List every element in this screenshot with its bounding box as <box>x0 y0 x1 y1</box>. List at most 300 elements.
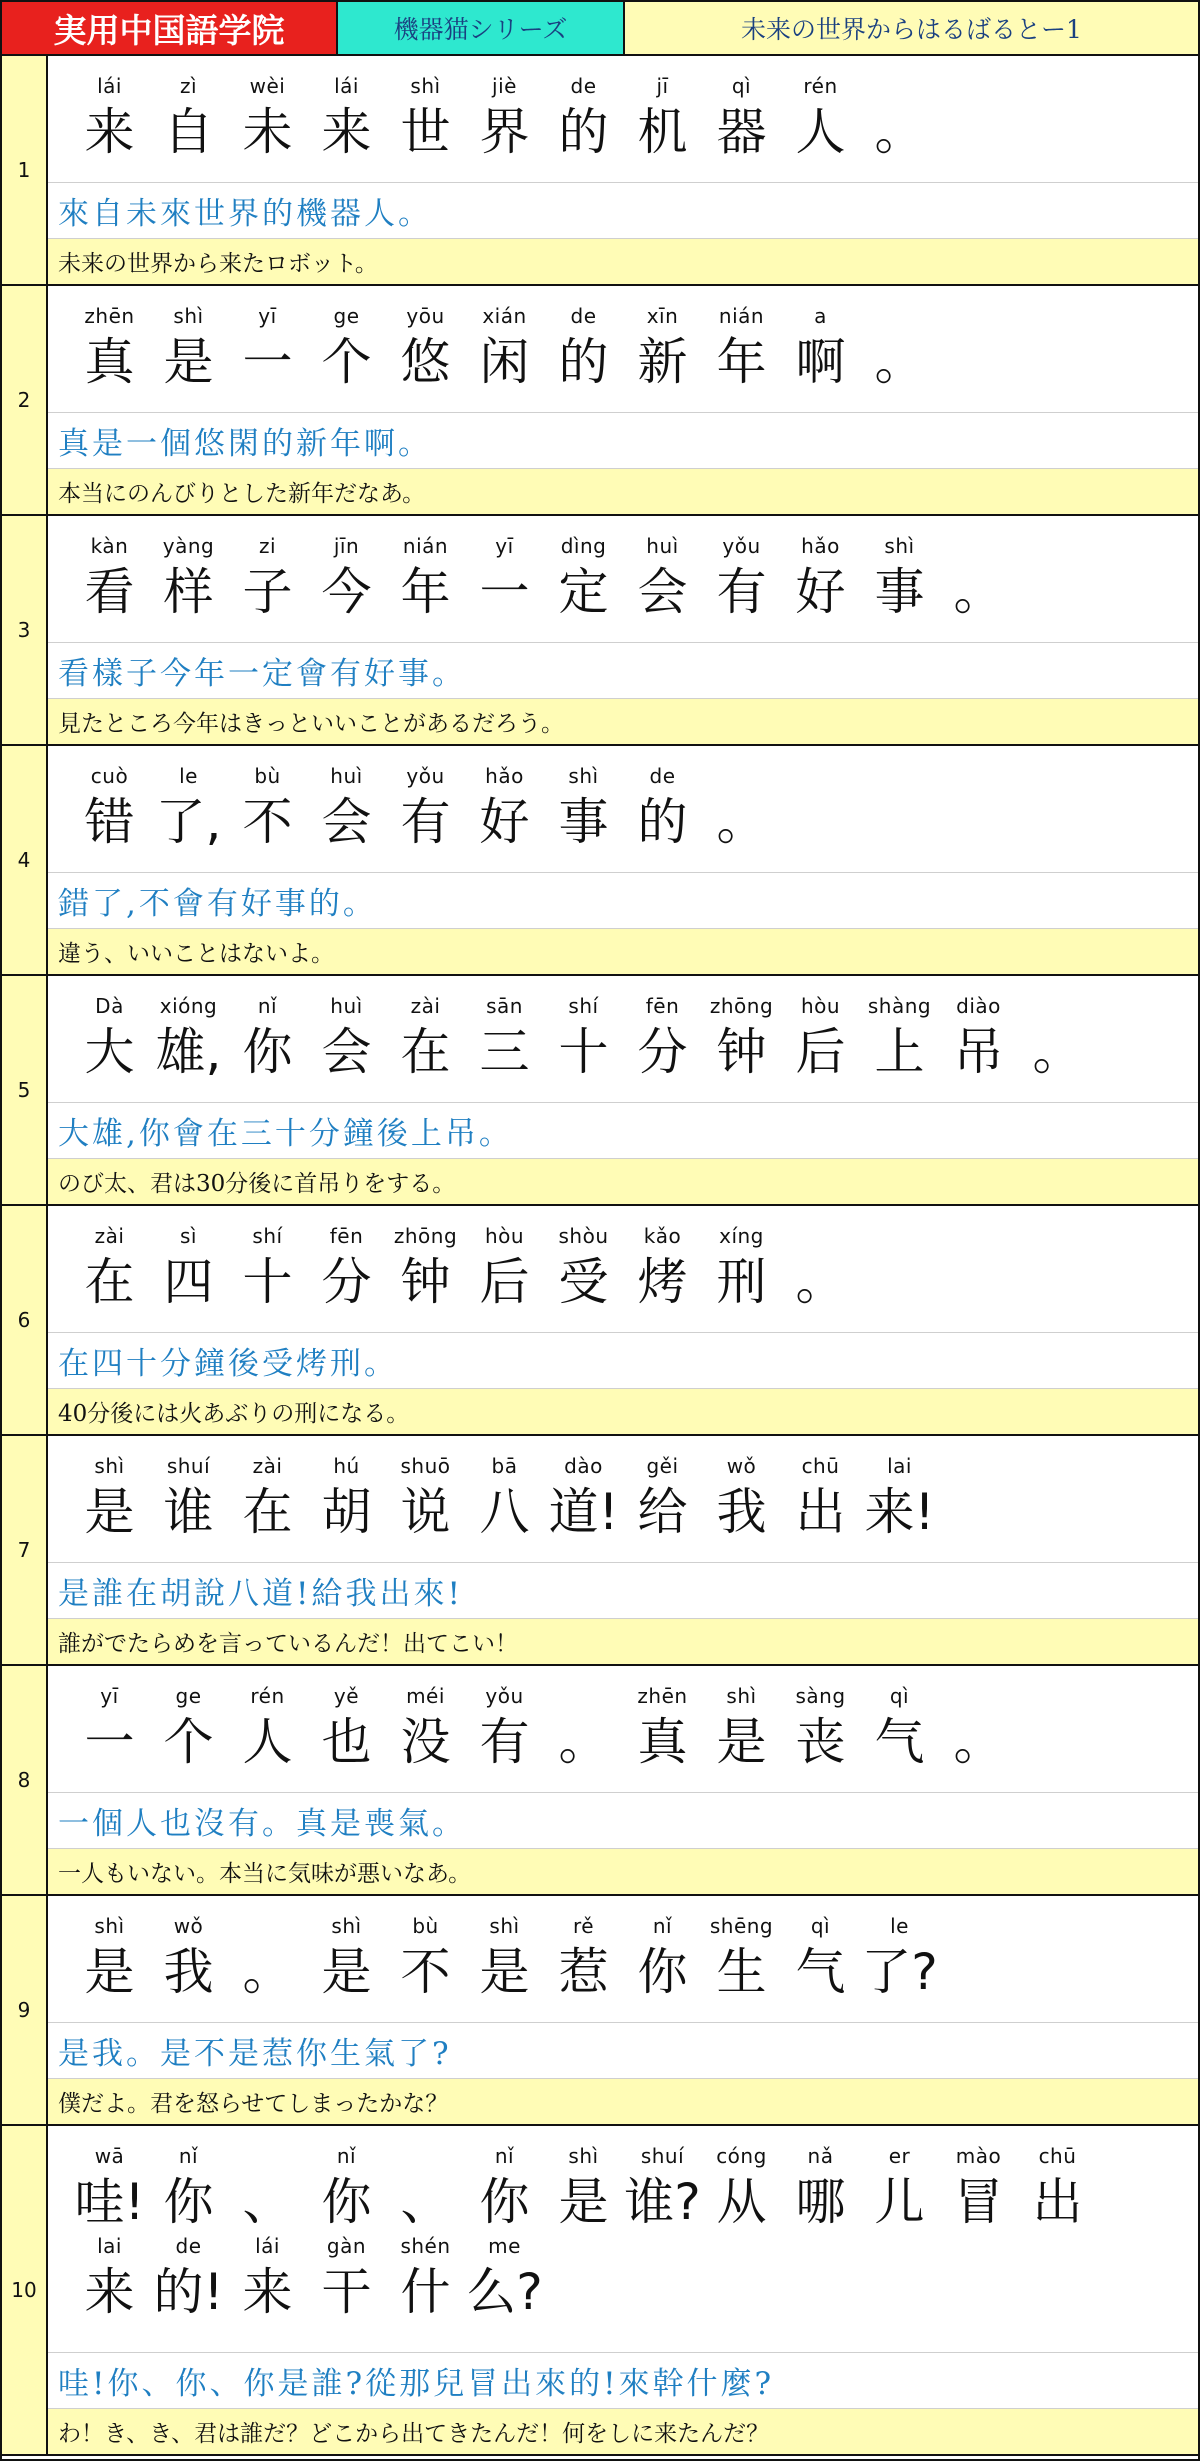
pinyin-text: gàn <box>326 2234 367 2258</box>
character-cell <box>544 532 623 626</box>
hanzi-text: 上 <box>874 1023 925 1081</box>
hanzi-text: 四 <box>163 1253 214 1311</box>
hanzi-text: 一 <box>242 333 293 391</box>
pinyin-text: ge <box>333 304 360 328</box>
pinyin-text: lái <box>97 74 122 98</box>
traditional-chinese-text: 一個人也沒有。真是喪氣。 <box>48 1792 1198 1848</box>
character-cell <box>149 992 228 1086</box>
character-cell <box>307 1222 386 1316</box>
hanzi-text: 闲 <box>479 333 530 391</box>
hanzi-text: 悠 <box>400 333 451 391</box>
character-cell <box>228 2232 307 2326</box>
character-cell <box>149 302 228 396</box>
character-cell <box>70 1222 149 1316</box>
character-cell <box>386 72 465 166</box>
hanzi-text: 的! <box>153 2263 224 2321</box>
hanzi-text: 哪 <box>795 2173 846 2231</box>
pinyin-text: gěi <box>646 1454 679 1478</box>
hanzi-text: 是 <box>558 2173 609 2231</box>
character-cell <box>386 992 465 1086</box>
character-cell <box>544 762 623 856</box>
hanzi-text: 有 <box>479 1713 530 1771</box>
hanzi-text: 是 <box>321 1943 372 2001</box>
japanese-translation: わ！き、き、君は誰だ？どこから出てきたんだ！何をしに来たんだ？ <box>48 2408 1198 2454</box>
character-cell <box>70 1912 149 2006</box>
pinyin-text: shí <box>252 1224 283 1248</box>
hanzi-text: 烤 <box>637 1253 688 1311</box>
lesson-content <box>48 976 1198 1204</box>
pinyin-text: rě <box>572 1914 595 1938</box>
pinyin-text: shàng <box>867 994 932 1018</box>
lesson-row <box>2 746 1198 976</box>
hanzi-text: 新 <box>637 333 688 391</box>
hanzi-text: 的 <box>558 103 609 161</box>
character-cell <box>70 762 149 856</box>
pinyin-text: yàng <box>162 534 215 558</box>
character-cell <box>228 762 307 856</box>
pinyin-text: shì <box>884 534 915 558</box>
character-cell <box>465 532 544 626</box>
pinyin-text: shēng <box>709 1914 774 1938</box>
pinyin-text: ge <box>175 1684 202 1708</box>
hanzi-text: 分 <box>321 1253 372 1311</box>
hanzi-text: 来! <box>864 1483 935 1541</box>
pinyin-text: shì <box>410 74 441 98</box>
hanzi-text: 胡 <box>321 1483 372 1541</box>
character-cell <box>149 72 228 166</box>
pinyin-text: nián <box>402 534 449 558</box>
character-cell <box>702 992 781 1086</box>
character-cell <box>149 1222 228 1316</box>
hanzi-text: 未 <box>242 103 293 161</box>
character-cell <box>544 1912 623 2006</box>
hanzi-text: 冒 <box>953 2173 1004 2231</box>
character-cell <box>70 992 149 1086</box>
character-cell <box>781 992 860 1086</box>
lesson-number: 4 <box>2 746 48 974</box>
hanzi-text: 刑 <box>716 1253 767 1311</box>
hanzi-text: 是 <box>84 1943 135 2001</box>
character-cell <box>702 302 781 396</box>
hanzi-text: 丧 <box>795 1713 846 1771</box>
character-cell <box>70 72 149 166</box>
pinyin-text: bù <box>412 1914 439 1938</box>
pinyin-text: shuí <box>166 1454 211 1478</box>
pinyin-text: diào <box>956 994 1001 1018</box>
hanzi-text: 了, <box>155 793 222 851</box>
hanzi-text: 事 <box>558 793 609 851</box>
hanzi-text: 事 <box>874 563 925 621</box>
pinyin-text: yǒu <box>722 534 761 558</box>
character-cell <box>781 1682 860 1776</box>
pinyin-text: a <box>814 304 827 328</box>
hanzi-text: 有 <box>400 793 451 851</box>
pinyin-text: shì <box>568 764 599 788</box>
character-cell <box>228 1452 307 1546</box>
pinyin-text: kàn <box>90 534 129 558</box>
hanzi-text: 个 <box>321 333 372 391</box>
pinyin-text: dào <box>564 1454 603 1478</box>
pinyin-text: lai <box>887 1454 912 1478</box>
pinyin-text: méi <box>406 1684 445 1708</box>
lesson-row <box>2 1436 1198 1666</box>
pinyin-text: lái <box>255 2234 280 2258</box>
hanzi-text: 错 <box>84 793 135 851</box>
character-cell <box>228 1682 307 1776</box>
pinyin-text: de <box>649 764 676 788</box>
hanzi-text: 出 <box>795 1483 846 1541</box>
pinyin-text: shì <box>489 1914 520 1938</box>
japanese-translation: 誰がでたらめを言っているんだ！出てこい！ <box>48 1618 1198 1664</box>
traditional-chinese-text: 看樣子今年一定會有好事。 <box>48 642 1198 698</box>
hanzi-text: 气 <box>874 1713 925 1771</box>
character-cell <box>228 992 307 1086</box>
hanzi-text: 。 <box>953 563 1004 621</box>
pinyin-text: wèi <box>249 74 286 98</box>
character-cell <box>307 2142 386 2236</box>
pinyin-text: zhēn <box>84 304 135 328</box>
character-cell <box>70 1452 149 1546</box>
traditional-chinese-text: 大雄,你會在三十分鐘後上吊。 <box>48 1102 1198 1158</box>
hanzi-text: 生 <box>716 1943 767 2001</box>
pinyin-text: shòu <box>558 1224 609 1248</box>
hanzi-text: 啊 <box>795 333 846 391</box>
pinyin-text: de <box>570 304 597 328</box>
hanzi-text: 来 <box>242 2263 293 2321</box>
hanzi-text: 、 <box>400 2173 451 2231</box>
character-cell <box>702 1452 781 1546</box>
character-cell <box>544 992 623 1086</box>
hanzi-text: 吊 <box>953 1023 1004 1081</box>
character-cell <box>307 532 386 626</box>
character-cell <box>1018 2142 1097 2236</box>
pinyin-text: shì <box>173 304 204 328</box>
pinyin-text: shì <box>94 1454 125 1478</box>
lesson-number: 3 <box>2 516 48 744</box>
hanzi-text: 在 <box>242 1483 293 1541</box>
header-bar <box>2 2 1198 56</box>
pinyin-text: huì <box>646 534 679 558</box>
hanzi-text: 好 <box>479 793 530 851</box>
character-cell <box>386 532 465 626</box>
character-cell <box>228 1912 307 2006</box>
character-cell <box>939 992 1018 1086</box>
character-cell <box>623 302 702 396</box>
lesson-row <box>2 516 1198 746</box>
character-cell <box>386 1222 465 1316</box>
pinyin-text: zài <box>94 1224 125 1248</box>
pinyin-text: yǒu <box>406 764 445 788</box>
hanzi-text: 十 <box>558 1023 609 1081</box>
hanzi-text: 你 <box>637 1943 688 2001</box>
character-cell <box>702 762 781 856</box>
hanzi-text: 。 <box>874 333 925 391</box>
lesson-row <box>2 1896 1198 2126</box>
character-cell <box>465 762 544 856</box>
hanzi-text: 。 <box>874 103 925 161</box>
lesson-row <box>2 56 1198 286</box>
hanzi-text: 分 <box>637 1023 688 1081</box>
pinyin-text: zhōng <box>709 994 774 1018</box>
hanzi-text: 个 <box>163 1713 214 1771</box>
pinyin-text: xīn <box>646 304 679 328</box>
character-cell <box>544 1682 623 1776</box>
pinyin-text: yōu <box>406 304 445 328</box>
lesson-content <box>48 56 1198 284</box>
hanzi-text: 定 <box>558 563 609 621</box>
pinyin-text: cuò <box>90 764 129 788</box>
pinyin-text: huì <box>330 764 363 788</box>
character-cell <box>386 762 465 856</box>
hanzi-text: 界 <box>479 103 530 161</box>
character-cell <box>623 1912 702 2006</box>
character-cell <box>307 762 386 856</box>
pinyin-text: yī <box>495 534 514 558</box>
pinyin-text: chū <box>1038 2144 1077 2168</box>
pinyin-text: yǒu <box>485 1684 524 1708</box>
hanzi-text: 出 <box>1032 2173 1083 2231</box>
pinyin-text: xíng <box>719 1224 764 1248</box>
pinyin-text: chū <box>801 1454 840 1478</box>
character-cell <box>465 2232 544 2326</box>
pinyin-text: er <box>888 2144 911 2168</box>
hanzi-text: 你 <box>163 2173 214 2231</box>
character-cell <box>702 1682 781 1776</box>
pinyin-hanzi-line <box>70 286 1188 396</box>
character-cell <box>149 762 228 856</box>
lesson-content <box>48 286 1198 514</box>
hanzi-text: 、 <box>242 2173 293 2231</box>
hanzi-text: 真 <box>637 1713 688 1771</box>
hanzi-text: 来 <box>84 2263 135 2321</box>
character-cell <box>70 2232 149 2326</box>
character-cell <box>544 302 623 396</box>
japanese-translation: 僕だよ。君を怒らせてしまったかな？ <box>48 2078 1198 2124</box>
pinyin-text: yī <box>258 304 277 328</box>
hanzi-text: 来 <box>84 103 135 161</box>
character-cell <box>386 2232 465 2326</box>
character-cell <box>702 1222 781 1316</box>
traditional-chinese-text: 在四十分鐘後受烤刑。 <box>48 1332 1198 1388</box>
pinyin-text: wǒ <box>173 1914 204 1938</box>
character-cell <box>386 1452 465 1546</box>
hanzi-text: 子 <box>242 563 293 621</box>
japanese-translation: 本当にのんびりとした新年だなあ。 <box>48 468 1198 514</box>
pinyin-text: rén <box>250 1684 285 1708</box>
character-cell <box>149 532 228 626</box>
pinyin-text: jī <box>656 74 669 98</box>
hanzi-text: 大 <box>84 1023 135 1081</box>
character-cell <box>149 1912 228 2006</box>
character-cell <box>307 2232 386 2326</box>
pinyin-text: lai <box>97 2234 122 2258</box>
pinyin-text: shì <box>568 2144 599 2168</box>
pinyin-text: jiè <box>492 74 517 98</box>
pinyin-text: hǎo <box>801 534 840 558</box>
pinyin-text: dìng <box>560 534 607 558</box>
character-cell <box>465 992 544 1086</box>
character-cell <box>860 302 939 396</box>
character-cell <box>386 1682 465 1776</box>
hanzi-text: 你 <box>479 2173 530 2231</box>
lesson-content <box>48 2126 1198 2454</box>
pinyin-text: shì <box>94 1914 125 1938</box>
pinyin-text: zài <box>410 994 441 1018</box>
pinyin-text: me <box>488 2234 521 2258</box>
hanzi-text: 年 <box>716 333 767 391</box>
pinyin-text: nǐ <box>257 994 278 1018</box>
character-cell <box>623 2142 702 2236</box>
character-cell <box>149 2142 228 2236</box>
traditional-chinese-text: 是誰在胡說八道!給我出來! <box>48 1562 1198 1618</box>
school-title: 実用中国語学院 <box>2 2 338 54</box>
hanzi-text: 。 <box>716 793 767 851</box>
character-cell <box>386 2142 465 2236</box>
character-cell <box>781 302 860 396</box>
pinyin-text: qì <box>731 74 752 98</box>
pinyin-hanzi-line <box>70 516 1188 626</box>
character-cell <box>623 1222 702 1316</box>
character-cell <box>623 762 702 856</box>
character-cell <box>623 72 702 166</box>
pinyin-text: nǎ <box>807 2144 834 2168</box>
hanzi-text: 不 <box>242 793 293 851</box>
hanzi-text: 。 <box>1032 1023 1083 1081</box>
pinyin-text: nǐ <box>652 1914 673 1938</box>
hanzi-text: 自 <box>163 103 214 161</box>
hanzi-text: 人 <box>242 1713 293 1771</box>
lesson-number: 5 <box>2 976 48 1204</box>
hanzi-text: 是 <box>716 1713 767 1771</box>
japanese-translation: 見たところ今年はきっといいことがあるだろう。 <box>48 698 1198 744</box>
pinyin-text: xióng <box>159 994 218 1018</box>
hanzi-text: 受 <box>558 1253 609 1311</box>
lesson-number: 2 <box>2 286 48 514</box>
pinyin-text: Dà <box>95 994 124 1018</box>
character-cell <box>860 1912 939 2006</box>
pinyin-text: rén <box>803 74 838 98</box>
pinyin-hanzi-line <box>70 1436 1188 1546</box>
hanzi-text: 会 <box>637 563 688 621</box>
character-cell <box>544 1452 623 1546</box>
pinyin-text: shì <box>726 1684 757 1708</box>
hanzi-text: 今 <box>321 563 372 621</box>
hanzi-text: 也 <box>321 1713 372 1771</box>
pinyin-text: zì <box>179 74 198 98</box>
pinyin-text: zhōng <box>393 1224 458 1248</box>
character-cell <box>623 992 702 1086</box>
pinyin-text: yě <box>333 1684 360 1708</box>
pinyin-text: mào <box>955 2144 1002 2168</box>
character-cell <box>860 532 939 626</box>
lesson-row <box>2 976 1198 1206</box>
pinyin-text: sàng <box>795 1684 846 1708</box>
hanzi-text: 一 <box>479 563 530 621</box>
lesson-row <box>2 286 1198 516</box>
hanzi-text: 八 <box>479 1483 530 1541</box>
pinyin-text: bā <box>491 1454 518 1478</box>
character-cell <box>149 2232 228 2326</box>
character-cell <box>702 532 781 626</box>
character-cell <box>465 1452 544 1546</box>
pinyin-hanzi-line <box>70 1896 1188 2006</box>
hanzi-text: 会 <box>321 793 372 851</box>
character-cell <box>860 992 939 1086</box>
pinyin-text: yī <box>100 1684 119 1708</box>
pinyin-text: nǐ <box>178 2144 199 2168</box>
pinyin-hanzi-line <box>70 56 1188 166</box>
character-cell <box>544 72 623 166</box>
hanzi-text: 哇! <box>74 2173 145 2231</box>
character-cell <box>228 72 307 166</box>
hanzi-text: 了? <box>861 1943 938 2001</box>
pinyin-text: hǎo <box>485 764 524 788</box>
hanzi-text: 谁 <box>163 1483 214 1541</box>
character-cell <box>149 1682 228 1776</box>
character-cell <box>781 1452 860 1546</box>
pinyin-text: de <box>570 74 597 98</box>
hanzi-text: 是 <box>479 1943 530 2001</box>
character-cell <box>781 2142 860 2236</box>
lesson-number: 9 <box>2 1896 48 2124</box>
hanzi-text: 我 <box>163 1943 214 2001</box>
pinyin-text: le <box>890 1914 909 1938</box>
character-cell <box>1018 992 1097 1086</box>
hanzi-text: 。 <box>242 1943 293 2001</box>
hanzi-text: 样 <box>163 563 214 621</box>
lesson-number: 6 <box>2 1206 48 1434</box>
hanzi-text: 的 <box>558 333 609 391</box>
hanzi-text: 什 <box>400 2263 451 2321</box>
character-cell <box>781 1222 860 1316</box>
pinyin-text: de <box>175 2234 202 2258</box>
character-cell <box>623 1452 702 1546</box>
pinyin-text: zhēn <box>637 1684 688 1708</box>
hanzi-text: 我 <box>716 1483 767 1541</box>
hanzi-text: 在 <box>84 1253 135 1311</box>
pinyin-text: sì <box>180 1224 197 1248</box>
pinyin-text: shì <box>331 1914 362 1938</box>
lesson-number: 8 <box>2 1666 48 1894</box>
character-cell <box>307 1912 386 2006</box>
hanzi-text: 机 <box>637 103 688 161</box>
hanzi-text: 从 <box>716 2173 767 2231</box>
character-cell <box>70 1682 149 1776</box>
character-cell <box>939 532 1018 626</box>
hanzi-text: 世 <box>400 103 451 161</box>
hanzi-text: 十 <box>242 1253 293 1311</box>
pinyin-text: fēn <box>329 1224 364 1248</box>
character-cell <box>623 1682 702 1776</box>
character-cell <box>465 302 544 396</box>
pinyin-text: shuō <box>400 1454 451 1478</box>
japanese-translation: 違う、いいことはないよ。 <box>48 928 1198 974</box>
hanzi-text: 有 <box>716 563 767 621</box>
hanzi-text: 后 <box>479 1253 530 1311</box>
japanese-translation: 一人もいない。本当に気味が悪いなあ。 <box>48 1848 1198 1894</box>
character-cell <box>228 2142 307 2236</box>
pinyin-text: nǐ <box>494 2144 515 2168</box>
hanzi-text: 你 <box>321 2173 372 2231</box>
lesson-number: 10 <box>2 2126 48 2454</box>
character-cell <box>465 2142 544 2236</box>
traditional-chinese-text: 是我。是不是惹你生氣了? <box>48 2022 1198 2078</box>
pinyin-hanzi-line <box>70 1666 1188 1776</box>
hanzi-text: 器 <box>716 103 767 161</box>
character-cell <box>544 2142 623 2236</box>
pinyin-text: zài <box>252 1454 283 1478</box>
episode-title: 未来の世界からはるばるとー1 <box>625 2 1198 54</box>
